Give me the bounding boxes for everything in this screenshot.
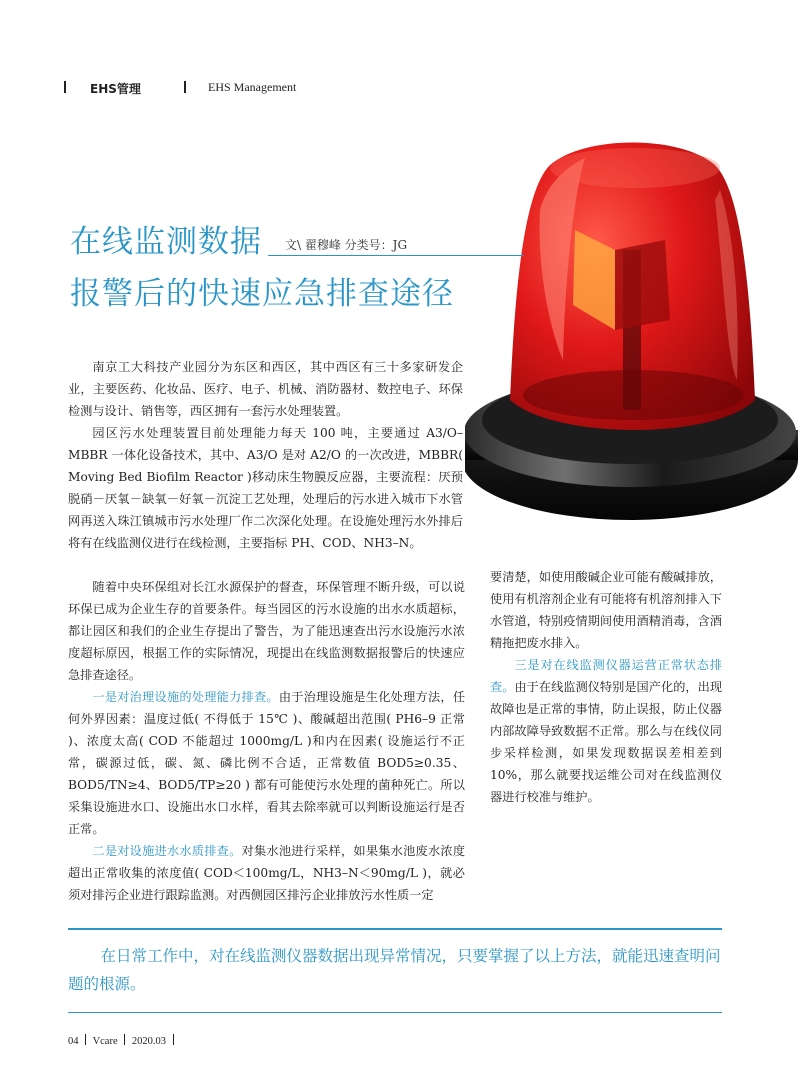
body-paragraph — [68, 840, 465, 906]
footer-divider — [85, 1034, 86, 1045]
pull-quote-bottom-rule — [68, 1012, 722, 1013]
section-lead: 一是对治理设施的处理能力排查。 — [92, 690, 279, 704]
body-paragraph: 要清楚，如使用酸碱企业可能有酸碱排放，使用有机溶剂企业有可能将有机溶剂排入下水管道，特别疫情期间使用酒精消毒，含酒精拖把废水排入。 — [490, 570, 722, 650]
header-divider — [184, 81, 186, 93]
body-paragraph — [68, 686, 465, 840]
body-column-left-top — [68, 356, 463, 554]
author-byline: 文\ 翟穆峰 分类号：JG — [285, 238, 408, 252]
page-footer — [68, 1034, 178, 1047]
header-section-en: EHS Management — [208, 80, 297, 94]
magazine-name: Vcare — [92, 1036, 118, 1047]
pull-quote-text: 在日常工作中，对在线监测仪器数据出现异常情况，只要掌握了以上方法，就能迅速查明问题的根源。 — [68, 947, 721, 993]
page-number: 04 — [68, 1036, 79, 1047]
body-column-right — [490, 566, 722, 808]
header-section-zh: EHS管理 — [90, 82, 141, 96]
article-title-line2: 报警后的快速应急排查途径 — [70, 276, 454, 312]
body-paragraph: 随着中央环保组对长江水源保护的督查，环保管理不断升级，可以说环保已成为企业生存的首要条件。每当园区的污水设施的出水水质超标，都让园区和我们的企业生存提出了警告，为了能迅速查出污水设施污水浓度超标原因，根据工作的实际情况，现提出在线监测数据报警后的快速应急排查途径。 — [68, 580, 465, 682]
section-lead: 三是对在线监测仪器运营正常状态排查。 — [490, 658, 722, 694]
section-text: 由于治理设施是生化处理方法，任何外界因素：温度过低( 不得低于 15℃ )、酸碱超出范围( PH6–9 正常 )、浓度太高( COD 不能超过 1000mg/L )和内在因素( 设施运行不正常，碳源过低，碳、氮、磷比例不合适，正常数值 BOD5≥0.35、BOD5/TN≥4、BOD5/TP≥20 ) 都有可能使污水处理的菌种死亡。所以采集设施进水口、设施出水口水样，看其去除率就可以判断设施运行是否正常。 — [68, 690, 466, 836]
pull-quote — [68, 928, 722, 1013]
body-paragraph — [490, 654, 722, 808]
body-column-left-bottom — [68, 576, 465, 906]
issue-date: 2020.03 — [131, 1036, 166, 1047]
footer-divider — [124, 1034, 125, 1045]
footer-divider — [173, 1034, 174, 1045]
section-text: 由于在线监测仪特别是国产化的，出现故障也是正常的事情，防止误报，防止仪器内部故障导致数据不正常。那么与在线仪同步采样检测，如果发现数据误差相差到 10%，那么就要找运维公司对在线监测仪器进行校准与维护。 — [490, 680, 723, 804]
section-text: 对集水池进行采样，如果集水池废水浓度超出正常收集的浓度值( COD＜100mg/L，NH3–N＜90mg/L )，就必须对排污企业进行跟踪监测。对西侧园区排污企业排放污水性质一定 — [68, 844, 466, 902]
section-lead: 二是对设施进水水质排查。 — [92, 844, 242, 858]
red-alarm-beacon-image — [465, 130, 800, 550]
title-rule — [268, 255, 524, 256]
body-paragraph: 南京工大科技产业园分为东区和西区，其中西区有三十多家研发企业，主要医药、化妆品、医疗、电子、机械、消防器材、数控电子、环保检测与设计、销售等，西区拥有一套污水处理装置。 — [68, 360, 463, 418]
body-paragraph: 园区污水处理装置目前处理能力每天 100 吨，主要通过 A3/O–MBBR 一体化设备技术，其中、A3/O 是对 A2/O 的一次改进，MBBR( Moving Bed Biofilm Reactor )移动床生物膜反应器，主要流程：厌预脱硝－厌氧－缺氧－好氧－沉淀工艺处理，处理后的污水进入城市下水管网再送入珠江镇城市污水处理厂作二次深化处理。在设施处理污水外排后将有在线监测仪进行在线检测，主要指标 PH、COD、NH3–N。 — [68, 426, 463, 550]
header-divider — [64, 81, 66, 93]
article-title-line1: 在线监测数据 — [70, 224, 262, 260]
